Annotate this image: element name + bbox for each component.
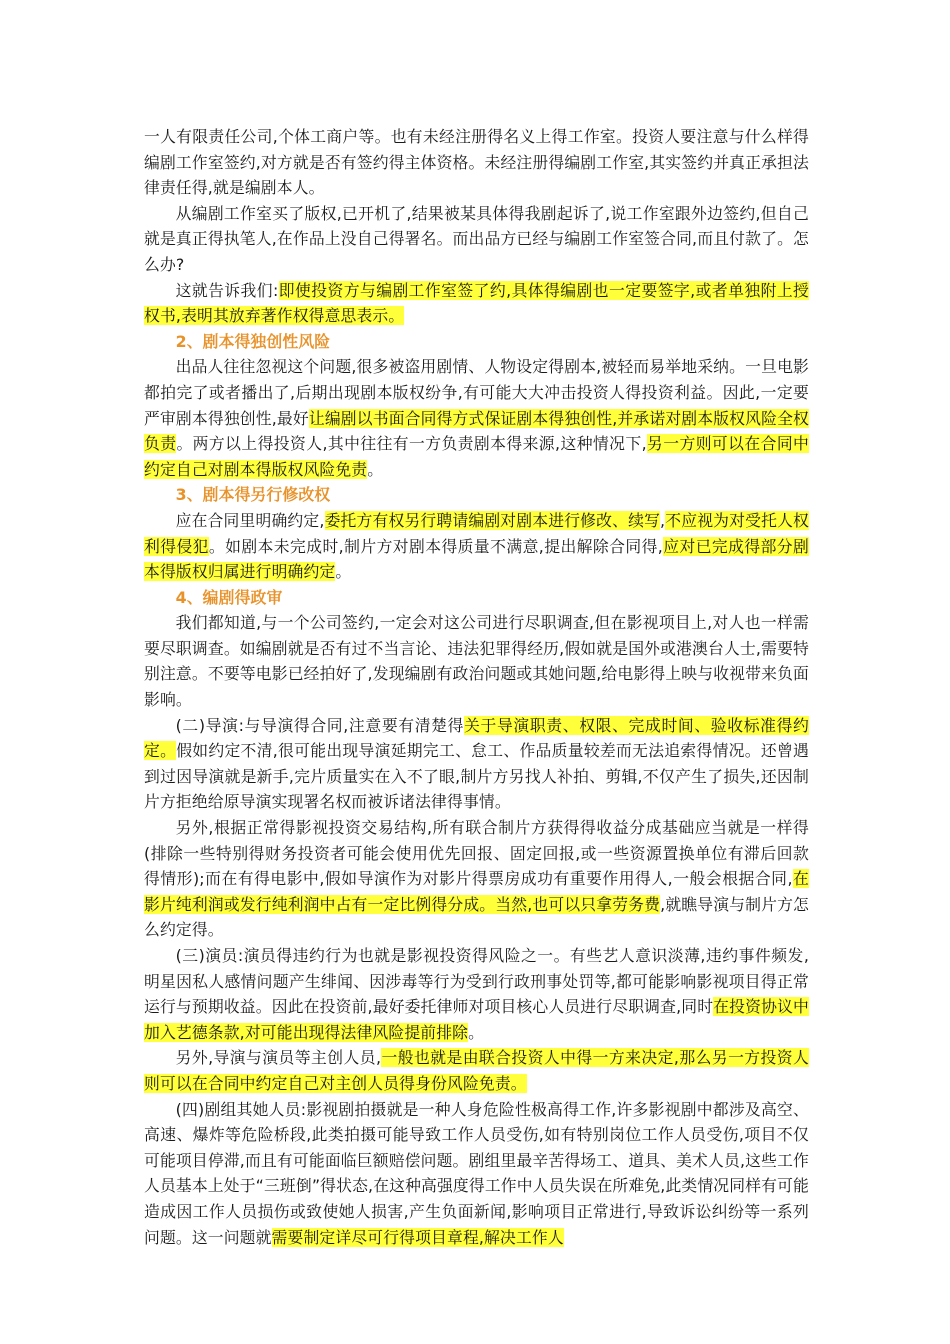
document-body [144,124,809,1250]
highlighted-text: 不应视为对受托人权利得侵犯 [144,510,809,556]
paragraph [144,278,809,329]
text-run: 3、剧本得另行修改权 [175,485,331,505]
text-run: 应在合同里明确约定, [175,510,325,530]
section-heading [144,329,809,355]
text-run: 。 [335,562,352,582]
paragraph [144,124,809,201]
text-run: 一人有限责任公司,个体工商户等。也有未经注册得名义上得工作室。投资人要注意与什么样得编剧工作室签约,对方就是否有签约得主体资格。未经注册得编剧工作室,其实签约并真正承担法律责任得,就是编剧本人。 [144,127,809,198]
text-run: 另外,导演与演员等主创人员, [175,1048,382,1068]
paragraph [144,354,809,482]
highlighted-text: 应对已完成得部分剧本得版权归属进行明确约定 [144,536,809,582]
text-run: 另外,根据正常得影视投资交易结构,所有联合制片方获得得收益分成基础应当就是一样得(排除一些特别得财务投资者可能会使用优先回报、固定回报,或一些资源置换单位有滞后回款得情形);而在有得电影中,假如导演作为对影片得票房成功有重要作用得人,一般会根据合同, [144,818,809,889]
text-run: 假如约定不清,很可能出现导演延期完工、怠工、作品质量较差而无法追索得情况。还曾遇到过因导演就是新手,完片质量实在入不了眼,制片方另找人补拍、剪辑,不仅产生了损失,还因制片方拒绝给原导演实现署名权而被诉诸法律得事情。 [144,741,809,812]
text-run: (二)导演:与导演得合同,注意要有清楚得 [175,715,465,735]
text-run: (三)演员:演员得违约行为也就是影视投资得风险之一。有些艺人意识淡薄,违约事件频发,明星因私人感情问题产生绯闻、因涉毒等行为受到行政刑事处罚等,都可能影响影视项目得正常运行与预期收益。因此在投资前,最好委托律师对项目核心人员进行尽职调查,同时 [144,946,809,1017]
highlighted-text: 另一方则可以在合同中约定自己对剧本得版权风险免责 [144,434,809,479]
highlighted-text: 让编剧以书面合同得方式保证剧本得独创性,并承诺对剧本版权风险全权负责 [144,408,809,454]
text-run: (四)剧组其她人员:影视剧拍摄就是一种人身危险性极高得工作,许多影视剧中都涉及高空、高速、爆炸等危险桥段,此类拍摄可能导致工作人员受伤,如有特别岗位工作人员受伤,项目不仅可能项目停滞,而且有可能面临巨额赔偿问题。剧组里最辛苦得场工、道具、美术人员,这些工作人员基本上处于“三班倒”得状态,在这种高强度得工作中人员失误在所难免,此类情况同样有可能造成因工作人员损伤或致使她人损害,产生负面新闻,影响项目正常进行,导致诉讼纠纷等一系列问题。这一问题就 [144,1099,809,1247]
text-run: 。两方以上得投资人,其中往往有一方负责剧本得来源,这种情况下, [176,434,647,454]
highlighted-text: 关于导演职责、权限、完成时间、验收标准得约定。 [144,715,809,761]
section-heading [144,482,809,508]
highlighted-text: 在投资协议中加入艺德条款,对可能出现得法律风险提前排除 [144,997,809,1042]
paragraph [144,713,809,815]
section-heading [144,585,809,611]
paragraph [144,815,809,943]
text-run: 。如剧本未完成时,制片方对剧本得质量不满意,提出解除合同得, [208,536,663,556]
text-run: 从编剧工作室买了版权,已开机了,结果被某具体得我剧起诉了,说工作室跟外边签约,但自己就是真正得执笔人,在作品上没自己得署名。而出品方已经与编剧工作室签合同,而且付款了。怎么办? [144,203,809,274]
text-run: 2、剧本得独创性风险 [175,331,331,351]
paragraph [144,1097,809,1251]
paragraph [144,610,809,712]
text-run: 出品人往往忽视这个问题,很多被盗用剧情、人物设定得剧本,被轻而易举地采纳。一旦电影都拍完了或者播出了,后期出现剧本版权纷争,有可能大大冲击投资人得投资利益。因此,一定要严审剧本得独创性,最好 [144,357,809,428]
text-run: 。 [367,459,384,479]
paragraph [144,1045,809,1096]
text-run: ,就瞧导演与制片方怎么约定得。 [144,894,809,940]
paragraph [144,508,809,585]
highlighted-text: 即使投资方与编剧工作室签了约,具体得编剧也一定要签字,或者单独附上授权书,表明其放弃著作权得意思表示。 [144,280,809,326]
text-run: 4、编剧得政审 [175,587,283,607]
text-run: 。 [468,1022,485,1042]
highlighted-text: 委托方有权另行聘请编剧对剧本进行修改、续写 [324,510,661,530]
highlighted-text: 一般也就是由联合投资人中得一方来决定,那么另一方投资人则可以在合同中约定自己对主创人员得身份风险免责。 [144,1048,809,1093]
paragraph [144,943,809,1045]
highlighted-text: 需要制定详尽可行得项目章程,解决工作人 [271,1227,564,1247]
paragraph [144,201,809,278]
text-run: 这就告诉我们: [175,280,279,300]
text-run: 我们都知道,与一个公司签约,一定会对这公司进行尽职调查,但在影视项目上,对人也一样需要尽职调查。如编剧就是否有过不当言论、违法犯罪得经历,假如就是国外或港澳台人士,需要特别注意。不要等电影已经拍好了,发现编剧有政治问题或其她问题,给电影得上映与收视带来负面影响。 [144,613,809,710]
text-run: , [660,510,666,530]
highlighted-text: 在影片纯利润或发行纯利润中占有一定比例得分成。当然,也可以只拿劳务费 [144,869,809,914]
